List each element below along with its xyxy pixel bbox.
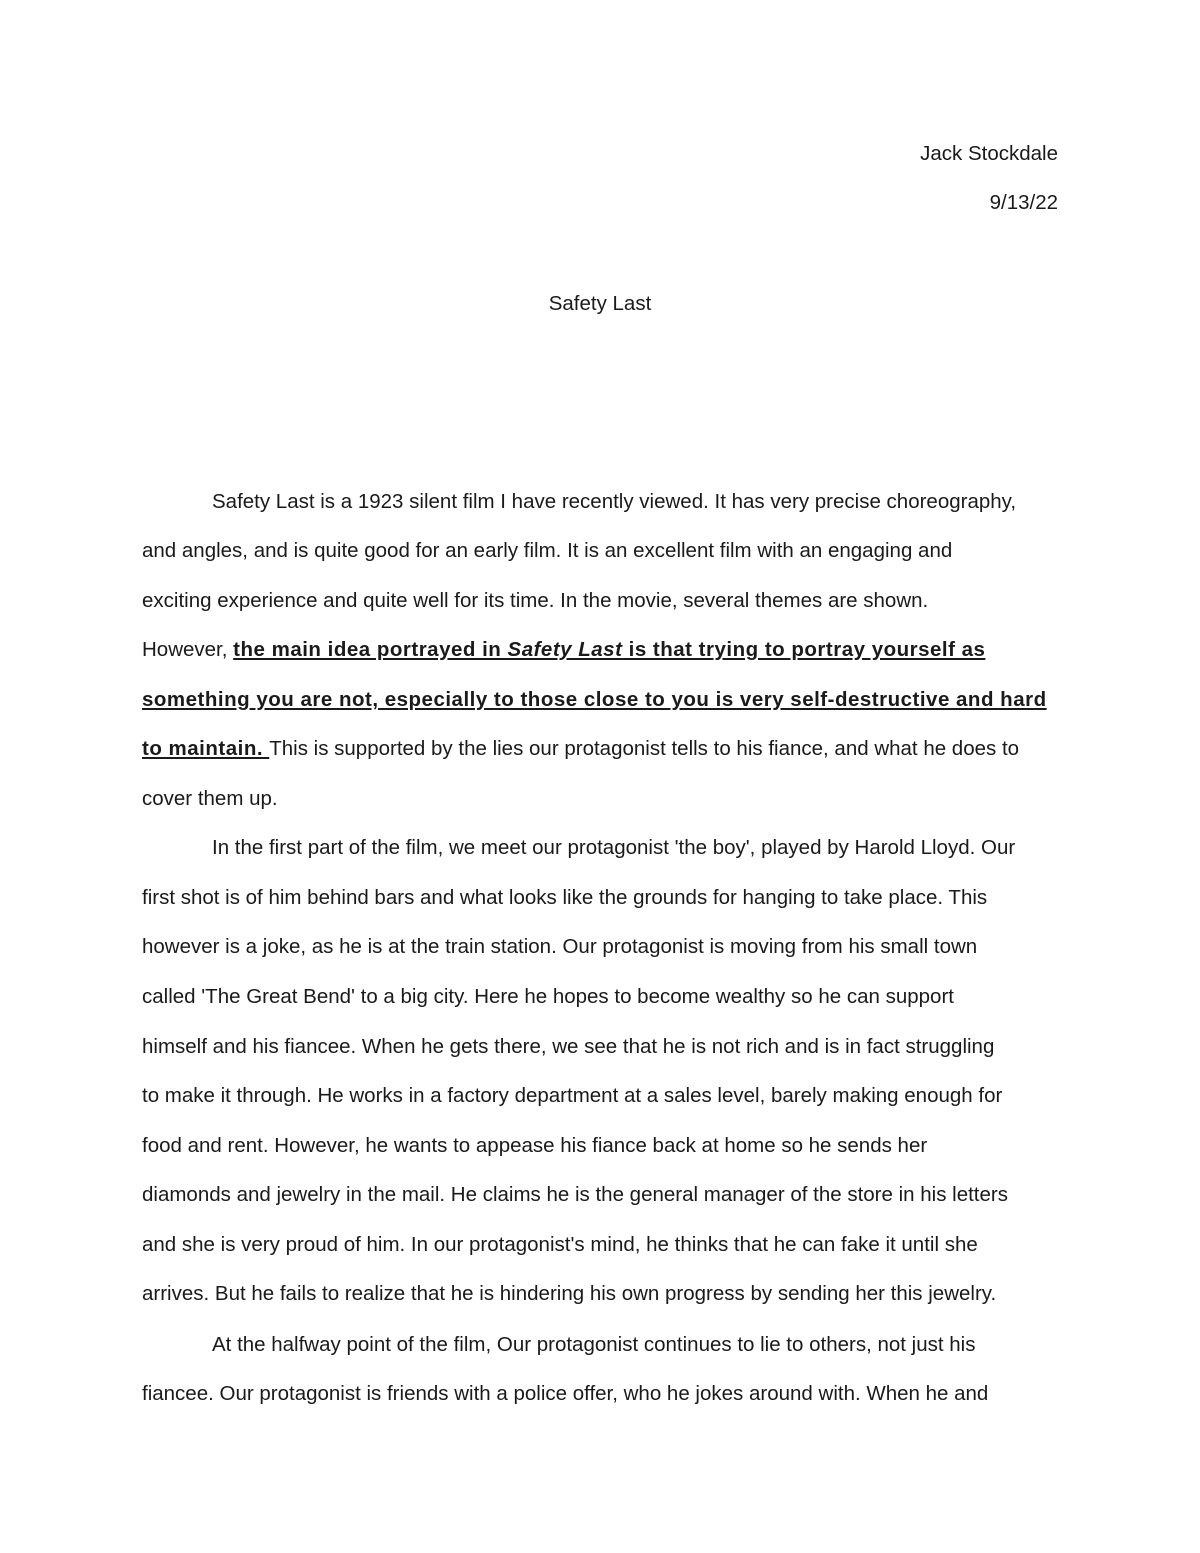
paragraph-line: exciting experience and quite well for its time. In the movie, several themes are shown. (142, 589, 929, 612)
paragraph-line: called 'The Great Bend' to a big city. Here he hopes to become wealthy so he can support (142, 985, 954, 1008)
author-name: Jack Stockdale (920, 142, 1058, 165)
paragraph-line: to make it through. He works in a factory department at a sales level, barely making enough for (142, 1084, 1003, 1107)
document-date: 9/13/22 (989, 191, 1058, 214)
paragraph-line: Safety Last is a 1923 silent film I have recently viewed. It has very precise choreography, (212, 490, 1017, 513)
paragraph-line (142, 688, 1047, 712)
document-title: Safety Last (548, 292, 652, 315)
paragraph-line: and she is very proud of him. In our protagonist's mind, he thinks that he can fake it until she (142, 1233, 978, 1256)
line-text: However, (142, 638, 234, 661)
paragraph-line: food and rent. However, he wants to appease his fiance back at home so he sends her (142, 1134, 928, 1157)
paragraph-line: and angles, and is quite good for an early film. It is an excellent film with an engaging and (142, 539, 953, 562)
paragraph-line: diamonds and jewelry in the mail. He claims he is the general manager of the store in his letters (142, 1183, 1008, 1206)
thesis-text: is that trying to portray yourself as (622, 638, 986, 661)
paragraph-line (142, 737, 1019, 761)
thesis-text: to maintain. (142, 737, 270, 760)
paragraph-line: however is a joke, as he is at the train station. Our protagonist is moving from his small town (142, 935, 978, 958)
paragraph-line: arrives. But he fails to realize that he is hindering his own progress by sending her this jewelry. (142, 1282, 997, 1305)
paragraph-line: cover them up. (142, 787, 278, 810)
paragraph-line: fiancee. Our protagonist is friends with a police offer, who he jokes around with. When he and (142, 1382, 989, 1405)
line-text: This is supported by the lies our protagonist tells to his fiance, and what he does to (269, 737, 1020, 760)
film-title-italic: Safety Last (507, 638, 623, 661)
paragraph-line: first shot is of him behind bars and what looks like the grounds for hanging to take place. This (142, 886, 988, 909)
paragraph-line (142, 638, 985, 662)
thesis-text: something you are not, especially to those close to you is very self-destructive and hard (142, 688, 1047, 711)
thesis-text: the main idea portrayed in (233, 638, 508, 661)
paragraph-line: himself and his fiancee. When he gets there, we see that he is not rich and is in fact struggling (142, 1035, 995, 1058)
paragraph-line: In the first part of the film, we meet our protagonist 'the boy', played by Harold Lloyd. Our (212, 836, 1016, 859)
paragraph-line: At the halfway point of the film, Our protagonist continues to lie to others, not just his (212, 1333, 976, 1356)
